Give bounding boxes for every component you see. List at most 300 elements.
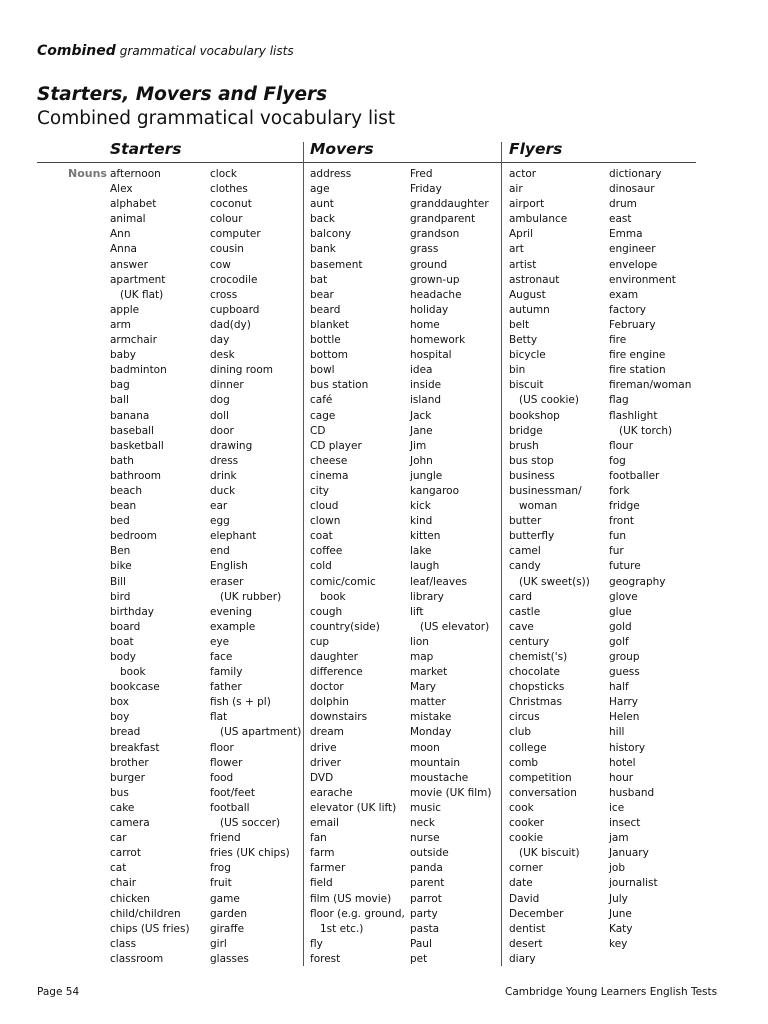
vocab-word: afternoon xyxy=(110,168,161,180)
vocab-word: cookie xyxy=(509,832,544,845)
word-column xyxy=(410,167,491,967)
vocab-word: elevator (UK lift) xyxy=(310,801,397,814)
vocab-word: cough xyxy=(310,605,343,618)
vocab-word: (US cookie) xyxy=(519,394,579,407)
vocab-word: address xyxy=(310,168,352,180)
vocab-word: autumn xyxy=(509,303,550,316)
vocab-word: kick xyxy=(410,500,431,513)
vocab-word: (UK flat) xyxy=(120,288,164,301)
vocab-word: ice xyxy=(609,801,625,814)
vocab-word: December xyxy=(509,907,564,920)
vocab-word: island xyxy=(410,394,442,407)
vocab-word: coffee xyxy=(310,545,343,558)
vocab-word: cold xyxy=(310,560,332,573)
vocab-word: chicken xyxy=(110,892,150,905)
running-head-rest: grammatical vocabulary lists xyxy=(119,44,294,58)
vocab-word: face xyxy=(210,651,233,663)
vocab-word: dentist xyxy=(509,922,546,935)
vocab-word: corner xyxy=(509,862,543,875)
vocab-word: café xyxy=(310,394,333,407)
vocab-word: date xyxy=(509,877,533,890)
vocab-word: exam xyxy=(609,288,639,301)
vocab-word: fridge xyxy=(609,500,640,513)
vocab-word: inside xyxy=(410,379,442,392)
vocab-word: frog xyxy=(210,862,231,875)
vocab-word: driver xyxy=(310,756,341,769)
vocab-word: actor xyxy=(509,168,537,180)
vocab-word: country(side) xyxy=(310,620,380,633)
vocab-word: fur xyxy=(609,545,624,558)
vocab-word: grandson xyxy=(410,228,460,241)
vocab-word: bridge xyxy=(509,424,543,437)
running-head-strong: Combined xyxy=(37,43,116,59)
column-divider xyxy=(501,142,502,966)
vocab-word: father xyxy=(210,681,242,694)
vocab-word: bike xyxy=(110,560,132,573)
vocab-word: floor (e.g. ground, xyxy=(310,907,405,920)
vocab-word: jam xyxy=(609,832,629,845)
vocab-word: email xyxy=(310,817,339,830)
vocab-word: environment xyxy=(609,273,676,286)
section-label-nouns: Nouns xyxy=(68,167,107,180)
vocab-word: doctor xyxy=(310,681,344,694)
vocab-word: club xyxy=(509,726,532,739)
vocab-word: daughter xyxy=(310,651,358,663)
vocab-word: diary xyxy=(509,952,536,965)
vocab-word: half xyxy=(609,681,629,694)
vocab-word: Bill xyxy=(110,575,126,588)
vocab-word: dad(dy) xyxy=(210,318,251,331)
vocab-word: desert xyxy=(509,937,543,950)
vocab-word: bookcase xyxy=(110,681,160,694)
vocab-word: floor xyxy=(210,741,234,754)
vocab-word: bottom xyxy=(310,349,348,362)
vocab-word: giraffe xyxy=(210,922,245,935)
vocab-word: bath xyxy=(110,454,134,467)
vocab-word: drawing xyxy=(210,439,253,452)
vocab-word: girl xyxy=(210,937,227,950)
vocab-word: fire engine xyxy=(609,349,666,362)
vocab-word: birthday xyxy=(110,605,154,618)
vocab-word: film (US movie) xyxy=(310,892,392,905)
vocab-word: panda xyxy=(410,862,443,875)
vocab-word: difference xyxy=(310,666,363,679)
vocab-word: ball xyxy=(110,394,129,407)
vocab-word: pasta xyxy=(410,922,440,935)
vocab-word: (US apartment) xyxy=(220,726,302,739)
vocab-word: idea xyxy=(410,364,433,377)
vocab-word: car xyxy=(110,832,127,845)
vocab-word: Betty xyxy=(509,334,538,347)
vocab-word: camera xyxy=(110,817,150,830)
vocab-word: cage xyxy=(310,409,336,422)
vocab-word: fan xyxy=(310,832,327,845)
vocab-word: bathroom xyxy=(110,469,162,482)
page-number: Page 54 xyxy=(37,986,80,998)
vocab-word: Alex xyxy=(110,183,133,196)
word-column xyxy=(110,167,190,967)
vocab-word: bottle xyxy=(310,334,341,347)
vocab-word: balcony xyxy=(310,228,352,241)
vocab-word: duck xyxy=(210,484,236,497)
vocab-word: Paul xyxy=(410,937,432,950)
vocab-word: burger xyxy=(110,771,145,784)
vocab-word: college xyxy=(509,741,547,754)
vocab-word: book xyxy=(320,590,346,603)
vocab-word: elephant xyxy=(210,530,257,543)
vocab-word: bread xyxy=(110,726,141,739)
vocab-word: hour xyxy=(609,771,634,784)
vocab-word: flat xyxy=(210,711,228,724)
footer-source: Cambridge Young Learners English Tests xyxy=(505,986,718,998)
vocab-word: February xyxy=(609,318,656,331)
vocab-word: dining room xyxy=(210,364,273,377)
vocab-word: bus stop xyxy=(509,454,554,467)
vocab-word: card xyxy=(509,590,533,603)
vocab-word: pet xyxy=(410,952,428,965)
vocab-word: August xyxy=(509,288,546,301)
vocab-word: bean xyxy=(110,500,137,513)
vocab-word: fries (UK chips) xyxy=(210,847,290,860)
vocab-word: David xyxy=(509,892,540,905)
vocab-word: camel xyxy=(509,545,541,558)
vocab-word: front xyxy=(609,515,634,528)
vocab-word: farmer xyxy=(310,862,346,875)
vocab-word: armchair xyxy=(110,334,157,347)
vocab-word: Katy xyxy=(609,922,633,935)
page-title: Starters, Movers and Flyers xyxy=(37,84,328,105)
vocab-word: job xyxy=(609,862,626,875)
vocab-word: clown xyxy=(310,515,341,528)
vocab-word: bus xyxy=(110,786,129,799)
vocab-word: Christmas xyxy=(509,696,562,709)
vocab-word: biscuit xyxy=(509,379,544,392)
vocab-word: John xyxy=(410,454,433,467)
vocab-word: air xyxy=(509,183,523,196)
vocab-word: castle xyxy=(509,605,541,618)
vocab-word: April xyxy=(509,228,533,241)
vocab-word: Helen xyxy=(609,711,640,724)
vocab-word: coat xyxy=(310,530,333,543)
vocab-word: kitten xyxy=(410,530,441,543)
vocab-word: board xyxy=(110,620,141,633)
vocab-word: woman xyxy=(519,500,558,513)
vocab-word: comb xyxy=(509,756,539,769)
vocab-word: comic/comic xyxy=(310,575,376,588)
vocab-word: box xyxy=(110,696,129,709)
vocab-word: chemist('s) xyxy=(509,651,568,663)
vocab-word: market xyxy=(410,666,448,679)
vocab-word: arm xyxy=(110,318,131,331)
vocab-word: brother xyxy=(110,756,149,769)
vocab-word: lake xyxy=(410,545,432,558)
vocab-word: CD xyxy=(310,424,326,437)
vocab-word: fire xyxy=(609,334,627,347)
vocab-word: evening xyxy=(210,605,253,618)
vocab-word: June xyxy=(609,907,632,920)
vocab-word: boy xyxy=(110,711,130,724)
vocab-word: mistake xyxy=(410,711,452,724)
vocab-word: art xyxy=(509,243,524,256)
vocab-word: animal xyxy=(110,213,146,226)
vocab-word: clothes xyxy=(210,183,248,196)
vocab-word: bat xyxy=(310,273,328,286)
word-column xyxy=(509,167,590,967)
vocab-word: drum xyxy=(609,198,637,211)
vocab-word: flower xyxy=(210,756,243,769)
vocab-word: Friday xyxy=(410,183,442,196)
vocab-word: egg xyxy=(210,515,230,528)
vocab-word: hotel xyxy=(609,756,636,769)
vocab-word: end xyxy=(210,545,230,558)
vocab-word: basement xyxy=(310,258,363,271)
vocab-word: forest xyxy=(310,952,341,965)
vocab-word: fish (s + pl) xyxy=(210,696,271,709)
vocab-word: movie (UK film) xyxy=(410,786,492,799)
vocab-word: baseball xyxy=(110,424,154,437)
vocab-word: beard xyxy=(310,303,341,316)
vocab-word: day xyxy=(210,334,230,347)
vocab-word: bicycle xyxy=(509,349,546,362)
vocab-word: bag xyxy=(110,379,130,392)
vocab-word: golf xyxy=(609,635,629,648)
vocab-word: (US soccer) xyxy=(220,817,281,830)
vocab-word: aunt xyxy=(310,198,334,211)
vocab-word: hill xyxy=(609,726,625,739)
word-column xyxy=(310,167,405,967)
vocab-word: matter xyxy=(410,696,446,709)
vocab-word: Ann xyxy=(110,228,131,241)
vocab-word: ear xyxy=(210,500,228,513)
vocab-word: book xyxy=(120,666,146,679)
vocab-word: neck xyxy=(410,817,435,830)
vocab-word: cook xyxy=(509,801,534,814)
column-heading-flyers: Flyers xyxy=(509,140,563,158)
vocab-word: (US elevator) xyxy=(420,620,490,633)
vocab-word: group xyxy=(609,651,640,663)
vocab-word: cheese xyxy=(310,454,348,467)
word-column xyxy=(609,167,691,952)
vocab-word: engineer xyxy=(609,243,656,256)
vocab-word: dictionary xyxy=(609,168,662,180)
vocab-word: fireman/woman xyxy=(609,379,692,392)
vocab-word: door xyxy=(210,424,234,437)
vocab-word: banana xyxy=(110,409,150,422)
vocab-word: bin xyxy=(509,364,526,377)
vocab-word: body xyxy=(110,651,136,663)
vocab-word: Mary xyxy=(410,681,437,694)
vocab-word: conversation xyxy=(509,786,577,799)
vocab-word: butter xyxy=(509,515,542,528)
vocab-word: DVD xyxy=(310,771,334,784)
vocab-word: eraser xyxy=(210,575,244,588)
vocab-word: chips (US fries) xyxy=(110,922,190,935)
vocab-word: home xyxy=(410,318,440,331)
vocab-word: parent xyxy=(410,877,445,890)
vocab-word: chocolate xyxy=(509,666,560,679)
vocab-word: food xyxy=(210,771,234,784)
vocab-word: Jack xyxy=(410,409,432,422)
vocab-word: computer xyxy=(210,228,261,241)
vocab-word: bookshop xyxy=(509,409,560,422)
vocab-word: downstairs xyxy=(310,711,368,724)
vocab-word: badminton xyxy=(110,364,167,377)
vocab-word: glove xyxy=(609,590,638,603)
vocab-word: cave xyxy=(509,620,534,633)
vocab-word: parrot xyxy=(410,892,442,905)
vocab-word: hospital xyxy=(410,349,452,362)
vocab-word: flag xyxy=(609,394,629,407)
vocab-word: candy xyxy=(509,560,541,573)
vocab-word: Ben xyxy=(110,545,131,558)
vocab-word: jungle xyxy=(410,469,443,482)
vocab-word: business xyxy=(509,469,555,482)
column-heading-starters: Starters xyxy=(110,140,182,158)
vocab-word: fly xyxy=(310,937,323,950)
vocab-word: game xyxy=(210,892,240,905)
vocab-word: eye xyxy=(210,635,230,648)
vocab-word: key xyxy=(609,937,628,950)
vocab-word: Harry xyxy=(609,696,638,709)
vocab-word: friend xyxy=(210,832,241,845)
vocab-word: garden xyxy=(210,907,248,920)
vocab-word: earache xyxy=(310,786,353,799)
vocab-word: breakfast xyxy=(110,741,160,754)
vocab-word: age xyxy=(310,183,330,196)
vocab-word: ambulance xyxy=(509,213,568,226)
vocab-word: flour xyxy=(609,439,634,452)
vocab-word: (UK rubber) xyxy=(220,590,282,603)
vocab-word: English xyxy=(210,560,248,573)
vocab-word: cooker xyxy=(509,817,545,830)
vocab-word: circus xyxy=(509,711,540,724)
vocab-word: Jane xyxy=(410,424,433,437)
vocab-word: boat xyxy=(110,635,134,648)
vocab-word: cat xyxy=(110,862,127,875)
vocab-word: blanket xyxy=(310,318,349,331)
vocab-word: July xyxy=(609,892,628,905)
vocab-word: bank xyxy=(310,243,336,256)
vocab-word: party xyxy=(410,907,438,920)
vocab-word: cousin xyxy=(210,243,244,256)
vocab-word: doll xyxy=(210,409,229,422)
vocab-word: gold xyxy=(609,620,632,633)
vocab-word: map xyxy=(410,651,434,663)
vocab-word: future xyxy=(609,560,641,573)
vocab-word: laugh xyxy=(410,560,440,573)
vocab-word: dolphin xyxy=(310,696,349,709)
vocab-word: holiday xyxy=(410,303,449,316)
vocab-word: belt xyxy=(509,318,530,331)
vocab-word: library xyxy=(410,590,444,603)
vocab-word: astronaut xyxy=(509,273,560,286)
vocab-word: cupboard xyxy=(210,303,260,316)
vocab-word: football xyxy=(210,801,250,814)
header-rule xyxy=(37,162,696,163)
vocab-word: fun xyxy=(609,530,627,543)
vocab-word: insect xyxy=(609,817,641,830)
vocab-word: artist xyxy=(509,258,537,271)
page-subtitle: Combined grammatical vocabulary list xyxy=(37,108,396,129)
vocab-word: husband xyxy=(609,786,655,799)
vocab-word: guess xyxy=(609,666,640,679)
vocab-word: alphabet xyxy=(110,198,157,211)
vocab-word: foot/feet xyxy=(210,786,255,799)
vocab-word: Anna xyxy=(110,243,137,256)
vocab-word: kind xyxy=(410,515,433,528)
vocab-word: moustache xyxy=(410,771,469,784)
vocab-word: headache xyxy=(410,288,462,301)
vocab-word: century xyxy=(509,635,550,648)
vocab-word: drink xyxy=(210,469,237,482)
vocab-word: lion xyxy=(410,635,429,648)
vocab-word: outside xyxy=(410,847,449,860)
vocab-word: leaf/leaves xyxy=(410,575,468,588)
vocab-word: homework xyxy=(410,334,466,347)
vocab-word: (UK biscuit) xyxy=(519,847,580,860)
vocab-word: Jim xyxy=(410,439,427,452)
vocab-word: glasses xyxy=(210,952,249,965)
vocab-word: cloud xyxy=(310,500,339,513)
vocab-word: family xyxy=(210,666,243,679)
vocab-word: journalist xyxy=(609,877,658,890)
vocab-word: bedroom xyxy=(110,530,157,543)
vocab-word: baby xyxy=(110,349,136,362)
vocab-word: ground xyxy=(410,258,448,271)
vocab-word: January xyxy=(609,847,649,860)
vocab-word: glue xyxy=(609,605,632,618)
vocab-word: dog xyxy=(210,394,230,407)
vocab-word: bird xyxy=(110,590,131,603)
vocab-word: bus station xyxy=(310,379,369,392)
vocab-word: footballer xyxy=(609,469,660,482)
vocab-word: class xyxy=(110,937,137,950)
vocab-word: field xyxy=(310,877,333,890)
vocab-word: east xyxy=(609,213,632,226)
vocab-word: nurse xyxy=(410,832,440,845)
vocab-word: chair xyxy=(110,877,137,890)
vocab-word: mountain xyxy=(410,756,461,769)
vocab-word: fire station xyxy=(609,364,666,377)
vocab-word: chopsticks xyxy=(509,681,565,694)
vocab-word: apple xyxy=(110,303,140,316)
vocab-word: clock xyxy=(210,168,237,180)
vocab-word: example xyxy=(210,620,256,633)
vocab-word: grown-up xyxy=(410,273,460,286)
vocab-word: moon xyxy=(410,741,440,754)
vocab-word: cow xyxy=(210,258,231,271)
vocab-word: desk xyxy=(210,349,235,362)
vocab-word: cup xyxy=(310,635,330,648)
vocab-word: dream xyxy=(310,726,344,739)
vocab-word: (UK torch) xyxy=(619,424,673,437)
vocab-word: businessman/ xyxy=(509,484,582,497)
vocab-word: dress xyxy=(210,454,239,467)
running-head xyxy=(37,43,294,59)
column-divider xyxy=(303,142,304,966)
vocab-word: bed xyxy=(110,515,130,528)
vocab-word: colour xyxy=(210,213,243,226)
vocab-word: fork xyxy=(609,484,630,497)
vocab-word: grass xyxy=(410,243,439,256)
vocab-word: apartment xyxy=(110,273,166,286)
vocab-word: history xyxy=(609,741,646,754)
vocab-word: 1st etc.) xyxy=(320,922,364,935)
vocab-word: geography xyxy=(609,575,666,588)
vocab-word: cinema xyxy=(310,469,349,482)
vocab-word: flashlight xyxy=(609,409,658,422)
vocab-word: coconut xyxy=(210,198,252,211)
